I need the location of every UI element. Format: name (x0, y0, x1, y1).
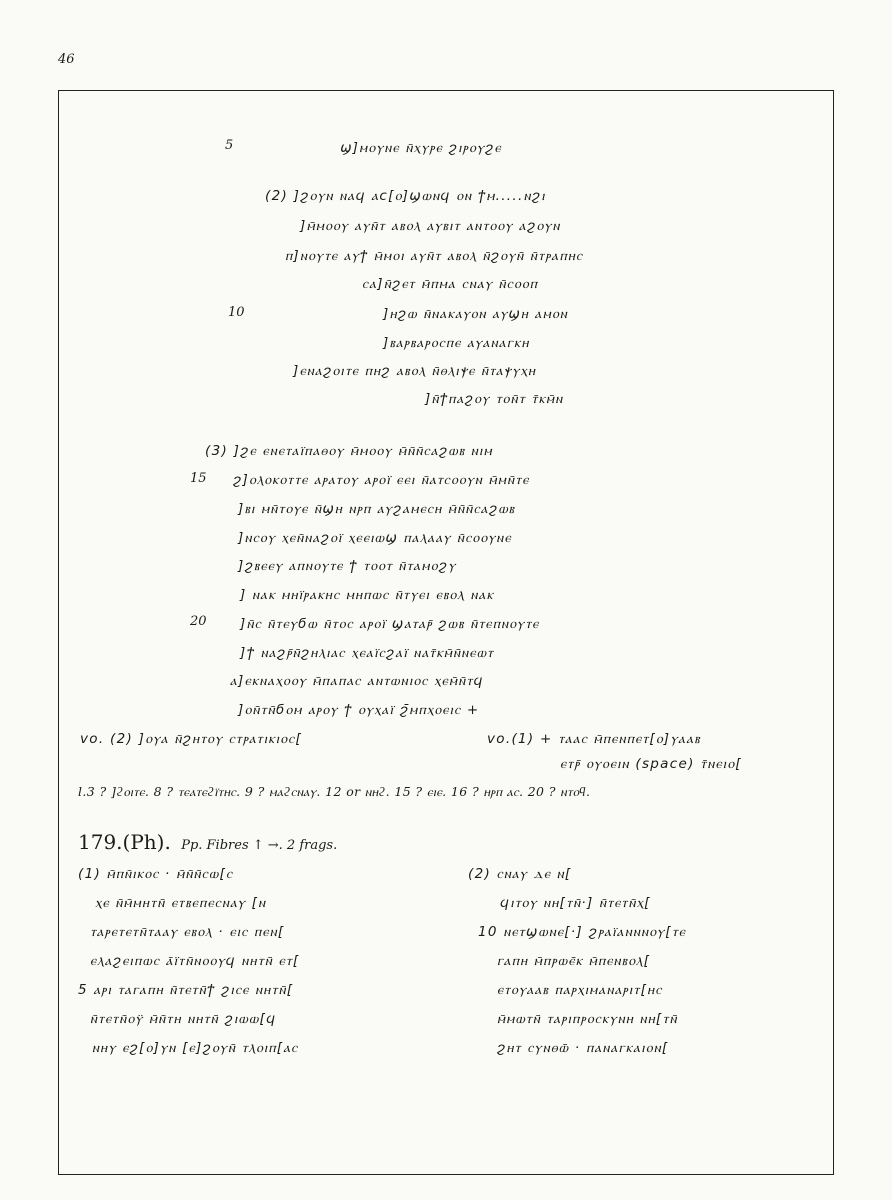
text-line: ⲅⲁⲡⲏ ⲙ̄ⲡⲣⲱⲉ̄ⲕ ⲙ̄ⲡⲉⲛⲃⲟⲗ[ (497, 953, 651, 969)
text-line: ]ⲟⲛ̄ⲧⲛ̄ϭⲟⲙ ⲁⲣⲟⲩ ϯ ⲟⲩⲭⲁⲓ̈ ϩ̄ⲙⲡⲭⲟⲉⲓⲥ + (238, 702, 480, 718)
text-line: ]ⲛ̄ϯⲡⲁϩⲟⲩ ⲧⲟⲛ̄ⲧ ⲧ̄ⲕⲙ̄ⲛ (425, 391, 564, 407)
text-line: (3) ]ϩⲉ ⲉⲛⲉⲧⲁⲓ̈ⲡⲁⲑⲟⲩ ⲙ̄ⲙⲟⲟⲩ ⲙ̄ⲛ̄ⲛ̄ⲥⲁϩⲱⲃ ⲛⲓⲙ (205, 443, 493, 459)
verso-left: vo. (2) ]ⲟⲩⲁ ⲛ̄ϩⲏⲧⲟⲩ ⲥⲧⲣⲁⲧⲓⲕⲓⲟⲥ[ (80, 731, 302, 747)
text-line: ]ⲛ̄ⲥ ⲛ̄ⲧⲉⲩϭⲱ ⲛ̄ⲧⲟⲥ ⲁⲣⲟⲓ̈ ϣⲁⲧⲁⲣ̄ ϩⲱⲃ ⲛ̄ⲧⲉⲡⲛⲟⲩⲧⲉ (240, 616, 540, 632)
text-line: ϥⲓⲧⲟⲩ ⲛⲏ[ⲧⲛ̄·] ⲛ̄ⲧⲉⲧⲛ̄ⲭ[ (500, 895, 651, 911)
verso-right: vo.(1) + ⲧⲁⲁⲥ ⲙ̄ⲡⲉⲛⲡⲉⲧ[ⲟ]ⲩⲁⲁⲃ (487, 731, 701, 747)
text-line: 10 ⲛⲉⲧϣⲱⲛⲉ[·] ϩⲣⲁⲓ̈ⲁⲛⲛⲛⲟⲩ[ⲧⲉ (478, 924, 687, 940)
text-line: ⲛⲏⲩ ⲉϩ[ⲟ]ⲩⲛ [ⲉ]ϩⲟⲩⲛ̄ ⲧⲗⲟⲓⲡ[ⲁⲥ (92, 1040, 299, 1056)
line-number: 20 (190, 614, 207, 629)
line-number: 10 (228, 305, 245, 320)
text-line: ⲭⲉ ⲛ̄ⲙ̄ⲙⲏⲧⲛ̄ ⲉⲧⲃⲉⲡⲉⲥⲛⲁⲩ [ⲛ (95, 895, 267, 911)
text-line: ]ⲛⲥⲟⲩ ⲭⲉⲛ̄ⲛⲁϩⲟⲓ̈ ⲭⲉⲉⲓⲱϣ ⲡⲁⲗⲁⲁⲩ ⲛ̄ⲥⲟⲟⲩⲛⲉ (238, 530, 512, 546)
text-line: ⲉⲧⲟⲩⲁⲁⲃ ⲡⲁⲣⲭⲓⲙⲁⲛⲁⲣⲓⲧ[ⲏⲥ (497, 982, 663, 998)
text-line: 5 ⲁⲣⲓ ⲧⲁⲅⲁⲡⲏ ⲛ̄ⲧⲉⲧⲛ̄ϯ ϩⲓⲥⲉ ⲛⲏⲧⲛ̄[ (78, 982, 294, 998)
text-line: (2) ⲥⲛⲁⲩ ⲇⲉ ⲛ[ (468, 866, 572, 882)
apparatus-footnote: l.3 ? ]ϩⲟⲓⲧⲉ. 8 ? ⲧⲉⲁⲧⲉϩⲓ̈ⲧⲏⲥ. 9 ? ⲙⲁϩⲥⲛⲁⲩ. 12 or ⲛⲏϩ. 15 ? ⲉⲓⲉ. 16 ? ⲏⲣⲡ ⲁⲥ. 20 ? ⲛⲧⲟϥ. (78, 784, 591, 799)
text-line: ]ϩⲃⲉⲉⲩ ⲁⲡⲛⲟⲩⲧⲉ ϯ ⲧⲟⲟⲧ ⲛ̄ⲧⲁⲙⲟϩⲩ (238, 558, 457, 574)
text-line: ⲡ]ⲛⲟⲩⲧⲉ ⲁⲩϯ ⲙ̄ⲙⲟⲓ ⲁⲩⲛ̄ⲧ ⲁⲃⲟⲗ ⲛ̄ϩⲟⲩⲛ̄ ⲛ̄ⲧⲣⲁⲡⲏⲥ (285, 248, 584, 264)
section-number: 179.(Ph). (78, 830, 171, 854)
text-line: ϩ]ⲟⲗⲟⲕⲟⲧⲧⲉ ⲁⲣⲁⲧⲟⲩ ⲁⲣⲟⲓ̈ ⲉⲉⲓ ⲛ̄ⲁⲧⲥⲟⲟⲩⲛ ⲙ̄ⲙⲛ̄ⲧⲉ (233, 472, 530, 488)
text-line: (1) ⲙ̄ⲡⲛ̄ⲓⲕⲟⲥ · ⲙ̄ⲛ̄ⲛ̄ⲥⲱ[ⲥ (78, 866, 234, 882)
section-heading (78, 830, 337, 854)
line-number: 15 (190, 471, 207, 486)
text-line: ]ⲉⲛⲁϩⲟⲓⲧⲉ ⲡⲏϩ ⲁⲃⲟⲗ ⲛ̄ⲑⲗⲓⲯⲉ ⲛ̄ⲧⲁⲯⲩⲭⲏ (293, 363, 537, 379)
text-line: ⲛ̄ⲧⲉⲧⲛ̄ⲟⲩ̈ ⲙ̄ⲛ̄ⲧⲏ ⲛⲏⲧⲛ̄ ϩⲓⲱⲱ[ϥ (90, 1011, 277, 1027)
text-line: ]ⲃⲓ ⲙⲛ̄ⲧⲟⲩⲉ ⲛ̄ϣⲏ ⲛⲣⲡ ⲁⲩϩⲁⲙⲉⲥⲏ ⲙ̄ⲛ̄ⲛ̄ⲥⲁϩⲱⲃ (238, 501, 516, 517)
page-number: 46 (58, 52, 75, 67)
text-line: (2) ]ϩⲟⲩⲛ ⲛⲁϥ ⲁϲ[ⲟ]ϣⲱⲛϥ ⲟⲛ ϯⲙ.....ⲛϩⲓ (265, 188, 546, 204)
text-line: ⲙ̄ⲙⲱⲧⲛ̄ ⲧⲁⲣⲓⲡⲣⲟⲥⲕⲩⲛⲏ ⲛⲏ[ⲧⲛ̄ (497, 1011, 678, 1027)
text-line: ⲧⲁⲣⲉⲧⲉⲧⲛ̄ⲧⲁⲁⲩ ⲉⲃⲟⲗ · ⲉⲓⲥ ⲡⲉⲛ[ (90, 924, 285, 940)
text-line: ⲥⲁ]ⲛ̄ϩⲉⲧ ⲙ̄ⲡⲙⲁ ⲥⲛⲁⲩ ⲛ̄ⲥⲟⲟⲡ (362, 276, 539, 292)
text-line: ]ⲙ̄ⲙⲟⲟⲩ ⲁⲩⲛ̄ⲧ ⲁⲃⲟⲗ ⲁⲩⲃⲓⲧ ⲁⲛⲧⲟⲟⲩ ⲁϩⲟⲩⲛ (300, 218, 561, 234)
text-line: ]ⲏϩⲱ ⲛ̄ⲛⲁⲕⲁⲩⲟⲛ ⲁⲩϣⲏ ⲁⲙⲟⲛ (383, 306, 569, 322)
text-line: ]ϯ ⲛⲁϩⲣ̄ⲛ̄ϩⲏⲗⲓⲁⲥ ⲭⲉⲁⲓ̈ⲥϩⲁⲓ̈ ⲛⲁⲧ̄ⲕⲙ̄ⲛ̄ⲛⲉⲱⲧ (240, 645, 495, 661)
text-line: ⲉⲗⲁϩⲉⲓⲡⲱⲥ ⲁ̄ⲓ̈ⲧⲛ̄ⲛⲟⲟⲩϥ ⲛⲏⲧⲛ̄ ⲉⲧ[ (90, 953, 300, 969)
text-line: ϣ]ⲙⲟⲩⲛⲉ ⲛ̄ⲭⲩⲣⲉ ϩⲓⲣⲟⲩϩⲉ (340, 140, 502, 156)
text-line: ⲁ]ⲉⲕⲛⲁⲭⲟⲟⲩ ⲙ̄ⲡⲁⲡⲁⲥ ⲁⲛⲧⲱⲛⲓⲟⲥ ⲭⲉⲙ̄ⲛ̄ⲧϥ (230, 673, 484, 689)
text-line: ] ⲛⲁⲕ ⲙⲏⲓ̈ⲣⲁⲕⲏⲥ ⲙⲏⲡⲱⲥ ⲛ̄ⲧⲩⲉⲓ ⲉⲃⲟⲗ ⲛⲁⲕ (240, 587, 495, 603)
text-line: ]ⲃⲁⲣⲃⲁⲣⲟⲥⲡⲉ ⲁⲩⲁⲛⲁⲅⲕⲏ (383, 335, 530, 351)
line-number: 5 (225, 138, 234, 153)
text-line: ϩⲏⲧ ⲥⲩⲛⲑⲱ̄ · ⲡⲁⲛⲁⲅⲕⲁⲓⲟⲛ[ (497, 1040, 669, 1056)
section-description: Pp. Fibres ↑ →. 2 frags. (181, 838, 338, 853)
verso-right-continuation: ⲉⲧⲣ̄ ⲟⲩⲟⲉⲓⲛ (space) ⲧ̄ⲛⲉⲓⲟ[ (560, 756, 742, 772)
